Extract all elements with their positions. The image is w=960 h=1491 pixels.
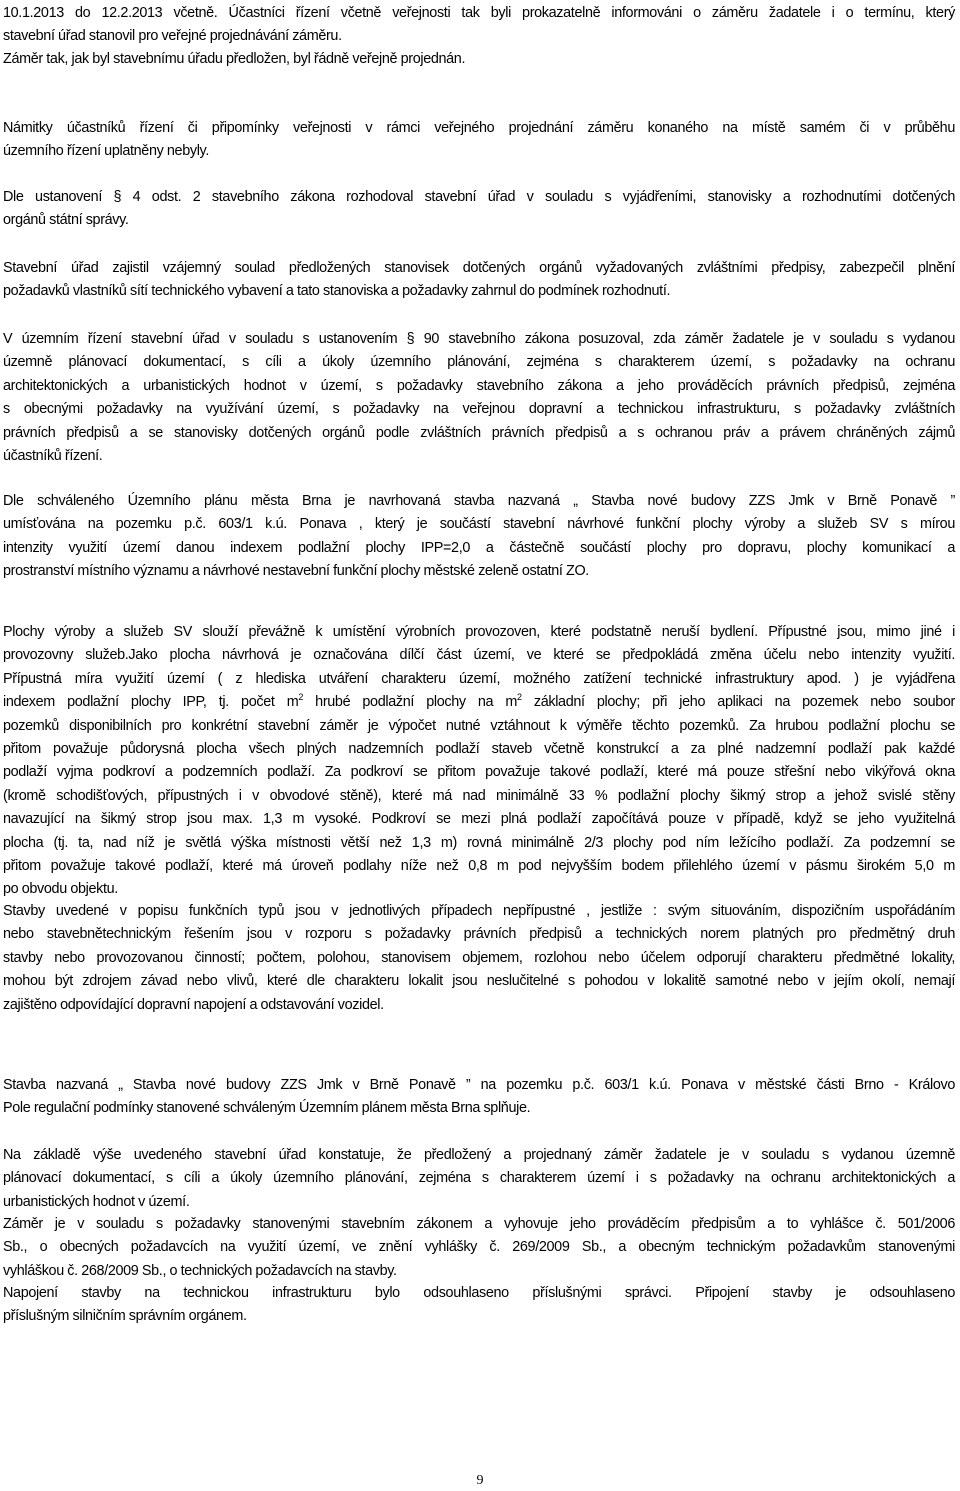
text-line: mohou být zdrojem závad nebo vlivů, které dle charakteru lokalit jsou neslučitelné s pohodou v lokalitě samotné nebo v jejím okolí, nemají	[3, 973, 955, 990]
text-line: vyhláškou č. 268/2009 Sb., o technických požadavcích na stavby.	[3, 1262, 397, 1279]
text-line: účastníků řízení.	[3, 448, 103, 465]
text-line: Plochy výroby a služeb SV slouží převážně k umístění výrobních provozoven, které podstatně neruší bydlení. Přípustné jsou, mimo jiné i	[3, 624, 955, 640]
text-line: příslušným silničním správním orgánem.	[3, 1308, 247, 1325]
paragraph-coordination	[3, 257, 955, 304]
text-line: Přípustná míra využití území ( z hlediska utváření charakteru území, možného zatížení technické infrastruktury apod. ) je vyjádřena	[3, 670, 955, 687]
text-line: územního řízení uplatněny nebyly.	[3, 143, 209, 160]
text-line: Stavební úřad zajistil vzájemný soulad předložených stanovisek dotčených orgánů vyžadovaných zvláštními předpisy, zabezpečil plnění	[3, 260, 955, 276]
text-line: intenzity využití území danou indexem podlažní plochy IPP=2,0 a částečně součástí plochy pro dopravu, plochy komunikací a	[3, 539, 955, 556]
text-line: navazující na šikmý strop jsou max. 1,3 m vysoké. Podkroví se mezi plná podlaží započítává pouze v případě, když se jeho využitelná	[3, 811, 955, 828]
text-line: stavby nebo provozovanou činností; počtem, polohou, stanovisem objemem, rozlohou nebo účelem odporují charakteru předmětné lokality,	[3, 949, 955, 966]
text-line: po obvodu objektu.	[3, 881, 118, 898]
text-line: Pole regulační podmínky stanovené schváleným Územním plánem města Brna splňuje.	[3, 1100, 531, 1117]
paragraph-zoning-plan	[3, 490, 955, 584]
page-number: 9	[476, 1473, 484, 1488]
text-line: stavební úřad stanovil pro veřejné projednávání záměru.	[3, 28, 342, 45]
text-line: územně plánovací dokumentací, s cíli a úkoly územního plánování, zejména s charakterem území, s požadavky na ochranu	[3, 354, 955, 371]
text-line: (kromě schodišťových, přípustných i v obvodové stěně), které má nad minimálně 33 % podlažní plochy šikmý strop a jehož svislé stěny	[3, 787, 955, 804]
text-line: plánovací dokumentací, s cíli a úkoly územního plánování, zejména s charakterem území i s požadavky na ochranu architektonických a	[3, 1170, 955, 1187]
text-line: Sb., o obecných požadavcích na využití území, ve znění vyhlášky č. 269/2009 Sb., a obecným technickým požadavkům stanovenými	[3, 1239, 955, 1256]
paragraph-land-use-definitions	[3, 621, 955, 902]
text-line: požadavků vlastníků sítí technického vybavení a tato stanoviska a požadavky zahrnul do podmínek rozhodnutí.	[3, 283, 671, 300]
superscript: 2	[298, 692, 303, 703]
text-line: V územním řízení stavební úřad v souladu s ustanovením § 90 stavebního zákona posuzoval, zda záměr žadatele je v souladu s vydanou	[3, 331, 955, 347]
text-line: prostranství místního významu a návrhové nestavební funkční plochy městské zeleně ostatní ZO.	[3, 563, 589, 580]
text-line: 10.1.2013 do 12.2.2013 včetně. Účastníci řízení včetně veřejnosti tak byli prokazatelně informováni o záměru žadatele i o termínu, který	[3, 5, 955, 21]
text-line: Námitky účastníků řízení či připomínky veřejnosti v rámci veřejného projednání záměru konaného na místě samém či v průběhu	[3, 120, 955, 136]
text-line: Dle ustanovení § 4 odst. 2 stavebního zákona rozhodoval stavební úřad v souladu s vyjádřeními, stanovisky a rozhodnutími dotčených	[3, 189, 955, 205]
text-line: Napojení stavby na technickou infrastrukturu bylo odsouhlaseno příslušnými správci. Připojení stavby je odsouhlaseno	[3, 1285, 955, 1301]
superscript: 2	[517, 692, 522, 703]
text-line: urbanistických hodnot v území.	[3, 1193, 190, 1210]
paragraph-zoning-assessment	[3, 328, 955, 468]
text-line: Stavby uvedené v popisu funkčních typů jsou v jednotlivých případech nepřípustné , jestliže : svým situováním, dispozičním uspořádáním	[3, 903, 955, 919]
paragraph-infrastructure-connection	[3, 1282, 955, 1329]
text-line: orgánů státní správy.	[3, 212, 129, 229]
text-line: podlaží vyjma podkroví a podzemních podlaží. Za podkroví se přitom považuje takové podlaží, které má pouze střešní nebo vikýřová okna	[3, 764, 955, 781]
text-line: přitom považuje takové podlaží, které má úroveň podlahy níže než 0,8 m pod nejvyšším bodem přilehlého území v pásmu širokém 5,0 m	[3, 858, 955, 875]
paragraph-conclusion	[3, 1144, 955, 1214]
text-line: pozemků disponibilních pro konkrétní stavební záměr je výpočet nutné vztáhnout k výměře těchto pozemků. Za hrubou podlažní plochu se	[3, 717, 955, 734]
paragraph-regulatory-compliance	[3, 1074, 955, 1121]
text-line: přitom považuje půdorysná plocha všech plných nadzemních podlaží staveb včetně konstrukcí a za plné nadzemní podlaží pak každé	[3, 741, 955, 758]
text-line: Na základě výše uvedeného stavební úřad konstatuje, že předložený a projednaný záměr žadatele je v souladu s vydanou územně	[3, 1147, 955, 1163]
text-line: s obecnými požadavky na využívání území, s požadavky na veřejnou dopravní a technickou infrastrukturu, s požadavky zvláštních	[3, 401, 955, 418]
text-line: indexem podlažní plochy IPP, tj. počet $m^2$ hrubé podlažní plochy na $m^2$ základní plochy; při jeho aplikaci na pozemek nebo soubor	[3, 692, 955, 711]
text-line: Stavba nazvaná „ Stavba nové budovy ZZS Jmk v Brně Ponavě ” na pozemku p.č. 603/1 k.ú. Ponava v městské části Brno - Královo	[3, 1077, 955, 1093]
paragraph-public-notice	[3, 2, 955, 49]
text-line: nebo stavebnětechnickým řešením jsou v rozporu s požadavky právních předpisů a technických norem platných pro předmětný druh	[3, 926, 955, 943]
text-line: právních předpisů a se stanovisky dotčených orgánů podle zvláštních právních předpisů a s ochranou práv a právem chráněných zájmů	[3, 424, 955, 441]
text-line: architektonických a urbanistických hodnot v území, s požadavky stavebního zákona a jeho prováděcích právních předpisů, zejména	[3, 377, 955, 394]
text-line: Záměr je v souladu s požadavky stanovenými stavebním zákonem a vyhovuje jeho prováděcím předpisům a to vyhlášce č. 501/2006	[3, 1216, 955, 1232]
paragraph-objections	[3, 117, 955, 164]
text-line: provozovny služeb.Jako plocha návrhová je označována dílčí část území, ve které se předpokládá změna účelu nebo intenzity využití.	[3, 647, 955, 664]
paragraph-inadmissible-buildings	[3, 900, 955, 1017]
text-line: Dle schváleného Územního plánu města Brna je navrhovaná stavba nazvaná „ Stavba nové budovy ZZS Jmk v Brně Ponavě ”	[3, 493, 955, 509]
text-line: umísťována na pozemku p.č. 603/1 k.ú. Ponava , který je součástí stavební návrhové funkční plochy výroby a služeb SV s mírou	[3, 516, 955, 533]
paragraph-public-hearing	[3, 48, 955, 71]
paragraph-legal-basis	[3, 186, 955, 233]
paragraph-decree-compliance	[3, 1213, 955, 1283]
text-line: zajištěno odpovídající dopravní napojení a odstavování vozidel.	[3, 996, 384, 1013]
text-line: Záměr tak, jak byl stavebnímu úřadu předložen, byl řádně veřejně projednán.	[3, 51, 466, 67]
text-line: plocha (tj. ta, nad níž je světlá výška místnosti větší než 1,3 m) rovná minimálně 2/3 plochy pod ním ležícího podlaží. Za podzemní se	[3, 834, 955, 851]
